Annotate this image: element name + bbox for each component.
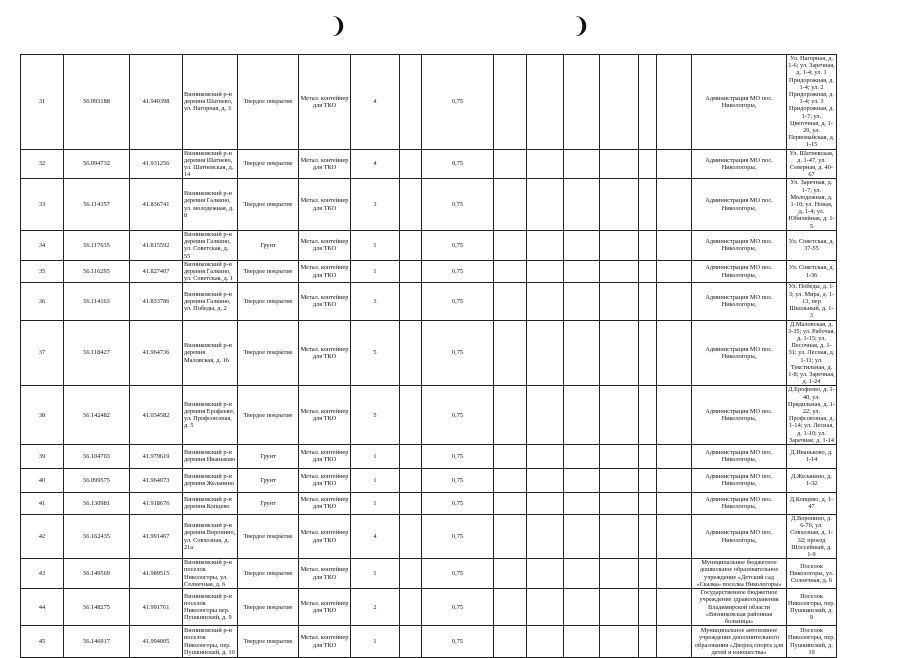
volume-cell: 0,75 xyxy=(422,514,494,558)
empty-cell xyxy=(600,514,639,558)
empty-cell xyxy=(400,179,422,230)
empty-cell xyxy=(657,559,692,589)
empty-cell xyxy=(639,626,657,658)
owner-cell: Администрация МО пос. Никологоры, xyxy=(692,514,787,558)
surface-cell: Твердое покрытие xyxy=(238,320,299,386)
served-addresses-cell: Ул. Шатневская, д. 1-47, ул. Северная, д. 40-67 xyxy=(787,149,837,179)
address-cell: Вязниковский р-н деревня Шатнево, ул. Шатневская, д. 14 xyxy=(183,149,238,179)
row-number: 37 xyxy=(21,320,64,386)
address-cell: Вязниковский р-н поселок Никологоры, пер. Пушкинский, д. 10 xyxy=(183,626,238,658)
volume-cell: 0,75 xyxy=(422,260,494,283)
empty-cell xyxy=(564,55,600,150)
empty-cell xyxy=(564,260,600,283)
latitude-cell: 56.148275 xyxy=(64,589,130,626)
empty-cell xyxy=(494,444,527,468)
container-count-cell: 5 xyxy=(351,386,400,445)
empty-cell xyxy=(600,260,639,283)
longitude-cell: 41.991467 xyxy=(130,514,183,558)
row-number: 41 xyxy=(21,492,64,514)
container-type-cell: Метал. контейнер для ТКО xyxy=(299,260,351,283)
owner-cell: Администрация МО пос. Никологоры, xyxy=(692,386,787,445)
empty-cell xyxy=(657,386,692,445)
longitude-cell: 41.034582 xyxy=(130,386,183,445)
surface-cell: Твердое покрытие xyxy=(238,626,299,658)
container-count-cell: 4 xyxy=(351,514,400,558)
empty-cell xyxy=(494,260,527,283)
latitude-cell: 56.116295 xyxy=(64,260,130,283)
empty-cell xyxy=(639,320,657,386)
address-cell: Вязниковский р-н деревня Галкино, ул. Советская, д. 1 xyxy=(183,260,238,283)
owner-cell: Администрация МО пос. Никологоры, xyxy=(692,149,787,179)
longitude-cell: 41.989515 xyxy=(130,559,183,589)
empty-cell xyxy=(494,626,527,658)
latitude-cell: 56.118427 xyxy=(64,320,130,386)
address-cell: Вязниковский р-н деревня Желанино xyxy=(183,468,238,492)
served-addresses-cell: Ул. Заречная, д. 1-7; ул. Молодежная, д. 1-10; ул. Новая, д. 1-4; ул. Юбилейная, д. 1-5 xyxy=(788,179,835,230)
table-row xyxy=(21,468,837,492)
page-edge-mark-left: ❩ xyxy=(329,14,348,39)
served-addresses-cell: Д.Маловская, д. 3-35; ул. Рабочая, д. 1-15; ул. Песочная, д. 1-31; ул. Лесная, д. 1-11; ул. Текстильная, д. 1-8; ул. Заречная, д. 1-24 xyxy=(788,320,835,386)
table-row xyxy=(21,230,837,260)
container-count-cell: 1 xyxy=(351,492,400,514)
empty-cell xyxy=(527,55,564,150)
longitude-cell: 41.931256 xyxy=(130,149,183,179)
surface-cell: Грунт xyxy=(238,230,299,260)
empty-cell xyxy=(657,230,692,260)
table-row xyxy=(21,283,837,320)
surface-cell: Твердое покрытие xyxy=(238,260,299,283)
volume-cell: 0,75 xyxy=(422,320,494,386)
served-addresses-cell: Ул. Советская, д. 1-36 xyxy=(787,260,837,283)
empty-cell xyxy=(400,283,422,320)
empty-cell xyxy=(564,320,600,386)
empty-cell xyxy=(657,179,692,230)
container-count-cell: 5 xyxy=(351,320,400,386)
empty-cell xyxy=(400,444,422,468)
served-addresses-cell: Поселок Никологоры, ул. Солнечная, д. 6 xyxy=(787,559,837,589)
empty-cell xyxy=(600,320,639,386)
container-type-cell: Метал. контейнер для ТКО xyxy=(299,444,351,468)
container-count-cell: 1 xyxy=(351,626,400,658)
empty-cell xyxy=(657,260,692,283)
served-addresses-cell: Д.Иваньково, д. 1-14 xyxy=(787,444,837,468)
empty-cell xyxy=(527,230,564,260)
owner-cell: Государственное бюджетное учреждение здравоохранения Владимирской области «Вязниковская районная больница» xyxy=(692,589,787,626)
volume-cell: 0,75 xyxy=(422,626,494,658)
empty-cell xyxy=(527,444,564,468)
empty-cell xyxy=(400,55,422,150)
empty-cell xyxy=(400,559,422,589)
address-cell: Вязниковский р-н деревня Воронино, ул. Совхозная, д. 21а xyxy=(183,514,238,558)
empty-cell xyxy=(639,468,657,492)
served-addresses-cell: Ул. Победы, д. 1-3; ул. Мира, д. 1-13, пер Школьный, д. 1-3 xyxy=(787,283,837,320)
longitude-cell: 41.994005 xyxy=(130,626,183,658)
row-number: 43 xyxy=(21,559,64,589)
container-type-cell: Метал. контейнер для ТКО xyxy=(299,589,351,626)
owner-cell: Администрация МО пос. Никологоры, xyxy=(692,492,787,514)
row-number: 44 xyxy=(21,589,64,626)
row-number: 36 xyxy=(21,283,64,320)
empty-cell xyxy=(600,179,639,230)
latitude-cell: 56.130981 xyxy=(64,492,130,514)
empty-cell xyxy=(400,386,422,445)
row-number: 42 xyxy=(21,514,64,558)
address-cell: Вязниковский р-н деревня Иваньково xyxy=(183,444,238,468)
empty-cell xyxy=(400,260,422,283)
empty-cell xyxy=(639,149,657,179)
empty-cell xyxy=(600,492,639,514)
empty-cell xyxy=(494,514,527,558)
empty-cell xyxy=(564,492,600,514)
surface-cell: Грунт xyxy=(238,444,299,468)
longitude-cell: 41.833786 xyxy=(130,283,183,320)
container-type-cell: Метал. контейнер для ТКО xyxy=(299,514,351,558)
surface-cell: Твердое покрытие xyxy=(238,55,299,150)
container-count-cell: 1 xyxy=(351,260,400,283)
empty-cell xyxy=(400,468,422,492)
owner-cell: Администрация МО пос. Никологоры, xyxy=(692,179,787,230)
empty-cell xyxy=(639,492,657,514)
empty-cell xyxy=(400,320,422,386)
empty-cell xyxy=(527,626,564,658)
address-cell: Вязниковский р-н деревня Копцево xyxy=(183,492,238,514)
empty-cell xyxy=(657,468,692,492)
empty-cell xyxy=(639,514,657,558)
longitude-cell: 41.940398 xyxy=(130,55,183,150)
row-number: 45 xyxy=(21,626,64,658)
latitude-cell: 56.099575 xyxy=(64,468,130,492)
empty-cell xyxy=(657,320,692,386)
container-type-cell: Метал. контейнер для ТКО xyxy=(299,149,351,179)
empty-cell xyxy=(657,444,692,468)
volume-cell: 0,75 xyxy=(422,468,494,492)
owner-cell: Администрация МО пос. Никологоры, xyxy=(692,320,787,386)
address-cell: Вязниковский р-н поселок Никологоры пер. Пушкинский, д. 9 xyxy=(183,589,238,626)
surface-cell: Твердое покрытие xyxy=(238,589,299,626)
empty-cell xyxy=(600,559,639,589)
empty-cell xyxy=(527,386,564,445)
volume-cell: 0,75 xyxy=(422,559,494,589)
empty-cell xyxy=(494,468,527,492)
empty-cell xyxy=(639,589,657,626)
empty-cell xyxy=(657,492,692,514)
container-type-cell: Метал. контейнер для ТКО xyxy=(299,230,351,260)
longitude-cell: 41.827407 xyxy=(130,260,183,283)
empty-cell xyxy=(639,260,657,283)
empty-cell xyxy=(400,589,422,626)
owner-cell: Администрация МО пос. Никологоры, xyxy=(692,444,787,468)
table-row xyxy=(21,55,837,150)
empty-cell xyxy=(564,589,600,626)
empty-cell xyxy=(527,179,564,230)
owner-cell: Администрация МО пос. Никологоры, xyxy=(692,230,787,260)
empty-cell xyxy=(527,468,564,492)
served-addresses-cell: Поселок Никологоры, пер. Пушкинский, д. 9 xyxy=(787,589,837,626)
address-cell: Вязниковский р-н поселок Никологоры, ул. Солнечная, д. 6 xyxy=(183,559,238,589)
longitude-cell: 41.991761 xyxy=(130,589,183,626)
owner-cell: Муниципальное автономное учреждение дополнительного образования «Дворец спорта для детей и юношества» xyxy=(692,626,787,658)
table-row xyxy=(21,626,837,658)
empty-cell xyxy=(657,514,692,558)
volume-cell: 0,75 xyxy=(422,179,494,230)
empty-cell xyxy=(494,559,527,589)
empty-cell xyxy=(400,149,422,179)
owner-cell: Администрация МО пос. Никологоры, xyxy=(692,260,787,283)
served-addresses-cell: Ул. Советская, д. 37-55 xyxy=(787,230,837,260)
empty-cell xyxy=(494,283,527,320)
latitude-cell: 56.114163 xyxy=(64,283,130,320)
address-cell: Вязниковский р-н деревня Галкино, ул. Победы, д. 2 xyxy=(183,283,238,320)
owner-cell: Администрация МО пос. Никологоры, xyxy=(692,468,787,492)
container-count-cell: 3 xyxy=(351,283,400,320)
container-count-cell: 1 xyxy=(351,444,400,468)
container-count-cell: 1 xyxy=(351,559,400,589)
longitude-cell: 41.964736 xyxy=(130,320,183,386)
container-count-cell: 3 xyxy=(351,179,400,230)
container-count-cell: 1 xyxy=(351,468,400,492)
volume-cell: 0,75 xyxy=(422,283,494,320)
empty-cell xyxy=(527,260,564,283)
empty-cell xyxy=(564,149,600,179)
table-row xyxy=(21,320,837,386)
surface-cell: Грунт xyxy=(238,492,299,514)
surface-cell: Твердое покрытие xyxy=(238,179,299,230)
row-number: 31 xyxy=(21,55,64,150)
empty-cell xyxy=(657,283,692,320)
served-addresses-cell: Поселок Никологоры, пер. Пушкинский, д. 10 xyxy=(788,627,836,656)
empty-cell xyxy=(600,468,639,492)
empty-cell xyxy=(564,559,600,589)
empty-cell xyxy=(400,230,422,260)
empty-cell xyxy=(639,230,657,260)
empty-cell xyxy=(639,179,657,230)
empty-cell xyxy=(564,179,600,230)
owner-cell: Муниципальное бюджетное дошкольное образовательное учреждение «Детский сад «Сказка» поселка Никологоры» xyxy=(692,559,787,589)
latitude-cell: 56.114357 xyxy=(64,179,130,230)
empty-cell xyxy=(600,149,639,179)
volume-cell: 0,75 xyxy=(422,230,494,260)
empty-cell xyxy=(639,444,657,468)
empty-cell xyxy=(564,514,600,558)
empty-cell xyxy=(494,149,527,179)
row-number: 40 xyxy=(21,468,64,492)
empty-cell xyxy=(639,283,657,320)
latitude-cell: 56.142482 xyxy=(64,386,130,445)
empty-cell xyxy=(600,589,639,626)
container-type-cell: Метал. контейнер для ТКО xyxy=(299,559,351,589)
empty-cell xyxy=(494,320,527,386)
table-row xyxy=(21,444,837,468)
container-count-cell: 2 xyxy=(351,589,400,626)
empty-cell xyxy=(657,55,692,150)
empty-cell xyxy=(400,492,422,514)
empty-cell xyxy=(494,492,527,514)
volume-cell: 0,75 xyxy=(422,492,494,514)
latitude-cell: 56.146917 xyxy=(64,626,130,658)
container-type-cell: Метал. контейнер для ТКО xyxy=(299,179,351,230)
owner-cell: Администрация МО пос. Никологоры, xyxy=(692,283,787,320)
longitude-cell: 41.918676 xyxy=(130,492,183,514)
empty-cell xyxy=(639,386,657,445)
empty-cell xyxy=(564,626,600,658)
served-addresses-cell: Ул. Нагорная, д. 1-6; ул. Заречная, д. 1-4; ул. 1 Придорожная, д. 1-4; ул. 2 Придорожная, д. 1-4; ул. 3 Придорожная, д. 1-7; ул. Цветочная, д. 1-20, ул. Первомайская, д. 1-15 xyxy=(788,55,835,149)
address-cell: Вязниковский р-н деревня Шатнево, ул. Нагорная, д. 3 xyxy=(183,55,238,150)
latitude-cell: 56.104703 xyxy=(64,444,130,468)
address-cell: Вязниковский р-н деревня Ерофеево, ул. Профсоюзная, д. 5 xyxy=(183,386,238,445)
empty-cell xyxy=(600,626,639,658)
table-row xyxy=(21,260,837,283)
empty-cell xyxy=(527,514,564,558)
served-addresses-cell: Д.Ерофеево, д. 1-40, ул. Прядильная, д. 1-22; ул. Профсоюзная, д. 1-14; ул. Лесная, д. 1-10; ул. Заречная, д. 1-14 xyxy=(788,386,835,444)
owner-cell: Администрация МО пос. Никологоры, xyxy=(692,55,787,150)
container-type-cell: Метал. контейнер для ТКО xyxy=(299,55,351,150)
empty-cell xyxy=(564,468,600,492)
surface-cell: Твердое покрытие xyxy=(238,514,299,558)
empty-cell xyxy=(600,283,639,320)
row-number: 38 xyxy=(21,386,64,445)
container-type-cell: Метал. контейнер для ТКО xyxy=(299,468,351,492)
longitude-cell: 41.836741 xyxy=(130,179,183,230)
table-row xyxy=(21,589,837,626)
empty-cell xyxy=(657,149,692,179)
empty-cell xyxy=(600,55,639,150)
row-number: 33 xyxy=(21,179,64,230)
address-cell: Вязниковский р-н деревня Галкино, ул. молодежная, д. 8 xyxy=(183,179,238,230)
surface-cell: Твердое покрытие xyxy=(238,283,299,320)
surface-cell: Твердое покрытие xyxy=(238,149,299,179)
container-count-cell: 1 xyxy=(351,230,400,260)
empty-cell xyxy=(657,626,692,658)
served-addresses-cell: Д.Копцево, д. 1-47 xyxy=(787,492,837,514)
surface-cell: Твердое покрытие xyxy=(238,386,299,445)
empty-cell xyxy=(494,55,527,150)
volume-cell: 0,75 xyxy=(422,149,494,179)
latitude-cell: 56.093188 xyxy=(64,55,130,150)
container-type-cell: Метал. контейнер для ТКО xyxy=(299,492,351,514)
empty-cell xyxy=(527,283,564,320)
volume-cell: 0,75 xyxy=(422,444,494,468)
surface-cell: Твердое покрытие xyxy=(238,559,299,589)
empty-cell xyxy=(400,514,422,558)
empty-cell xyxy=(600,386,639,445)
row-number: 35 xyxy=(21,260,64,283)
empty-cell xyxy=(657,589,692,626)
volume-cell: 0,75 xyxy=(422,386,494,445)
empty-cell xyxy=(564,230,600,260)
empty-cell xyxy=(527,492,564,514)
empty-cell xyxy=(494,179,527,230)
latitude-cell: 56.149569 xyxy=(64,559,130,589)
empty-cell xyxy=(639,55,657,150)
empty-cell xyxy=(494,386,527,445)
container-type-cell: Метал. контейнер для ТКО xyxy=(299,283,351,320)
empty-cell xyxy=(494,589,527,626)
empty-cell xyxy=(527,559,564,589)
latitude-cell: 56.117635 xyxy=(64,230,130,260)
latitude-cell: 56.162435 xyxy=(64,514,130,558)
empty-cell xyxy=(400,626,422,658)
served-addresses-cell: Д.Воронино, д. 6-76; ул. Совхозная, д. 1-32; проезд Шоссейный, д. 1-9 xyxy=(787,514,837,558)
empty-cell xyxy=(494,230,527,260)
table-row xyxy=(21,492,837,514)
surface-cell: Грунт xyxy=(238,468,299,492)
volume-cell: 0,75 xyxy=(422,589,494,626)
row-number: 39 xyxy=(21,444,64,468)
address-cell: Вязниковский р-н деревня Галкино, ул. Советская, д. 55 xyxy=(183,230,238,260)
longitude-cell: 41.964073 xyxy=(130,468,183,492)
empty-cell xyxy=(564,283,600,320)
empty-cell xyxy=(564,386,600,445)
row-number: 32 xyxy=(21,149,64,179)
empty-cell xyxy=(527,320,564,386)
container-count-cell: 4 xyxy=(351,55,400,150)
table-row xyxy=(21,559,837,589)
container-count-cell: 4 xyxy=(351,149,400,179)
page-edge-mark-right: ❩ xyxy=(572,14,591,39)
address-cell: Вязниковский р-н деревня Маловская, д. 16 xyxy=(183,320,238,386)
table-row xyxy=(21,514,837,558)
served-addresses-cell: Д.Желанино, д. 1-32 xyxy=(787,468,837,492)
row-number: 34 xyxy=(21,230,64,260)
empty-cell xyxy=(600,230,639,260)
container-type-cell: Метал. контейнер для ТКО xyxy=(299,626,351,658)
longitude-cell: 41.815592 xyxy=(130,230,183,260)
empty-cell xyxy=(564,444,600,468)
container-sites-table xyxy=(20,54,837,658)
empty-cell xyxy=(639,559,657,589)
longitude-cell: 41.979619 xyxy=(130,444,183,468)
container-type-cell: Метал. контейнер для ТКО xyxy=(299,386,351,445)
table-row xyxy=(21,149,837,179)
table-row xyxy=(21,386,837,445)
empty-cell xyxy=(527,589,564,626)
empty-cell xyxy=(600,444,639,468)
empty-cell xyxy=(527,149,564,179)
table-row xyxy=(21,179,837,230)
volume-cell: 0,75 xyxy=(422,55,494,150)
container-type-cell: Метал. контейнер для ТКО xyxy=(299,320,351,386)
latitude-cell: 56.094732 xyxy=(64,149,130,179)
